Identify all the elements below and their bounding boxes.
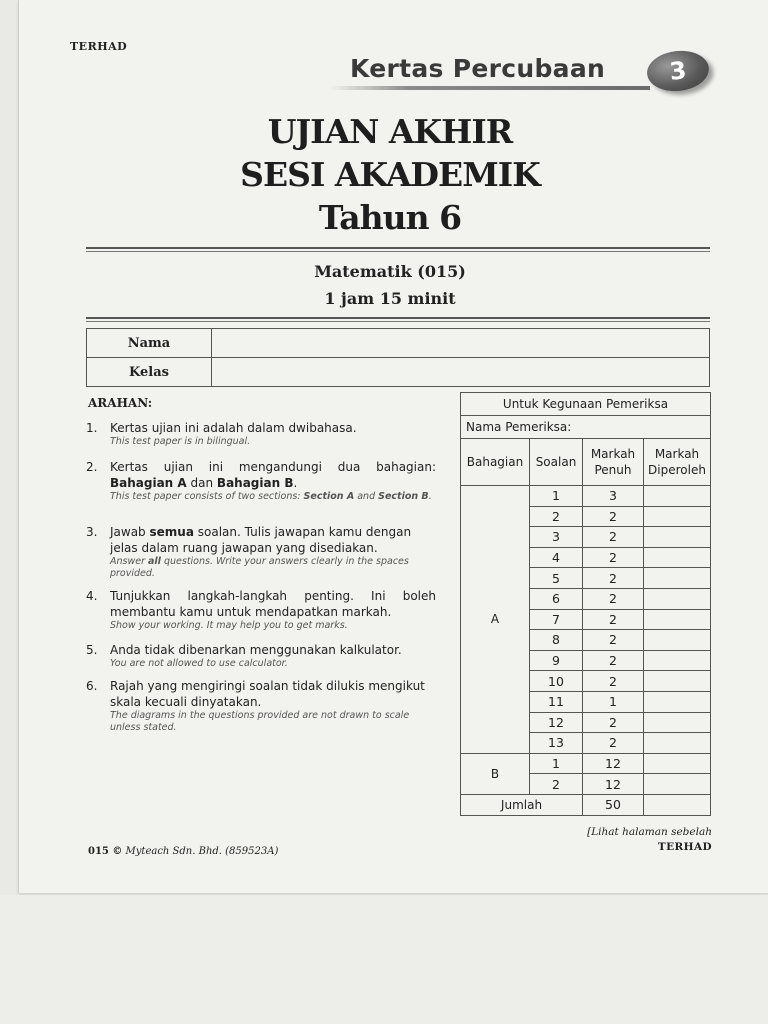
restricted-label: TERHAD (70, 40, 128, 53)
instruction-item (86, 524, 436, 580)
col-full-marks: Markah Penuh (583, 439, 644, 486)
instruction-item (86, 642, 436, 670)
question-number: 5 (530, 568, 583, 589)
instruction-emphasis: semua (149, 525, 194, 539)
restricted-footer: TERHAD (657, 841, 712, 853)
table-row (461, 753, 711, 774)
full-marks: 2 (583, 609, 644, 630)
instruction-english: The diagrams in the questions provided are not drawn to scale unless stated. (110, 710, 410, 733)
instructions-heading: ARAHAN: (88, 396, 153, 410)
instruction-item (86, 588, 436, 632)
examiner-name-label: Nama Pemeriksa: (461, 416, 711, 439)
instruction-english: You are not allowed to use calculator. (110, 658, 288, 669)
full-marks: 2 (583, 547, 644, 568)
marks-obtained-cell[interactable] (644, 486, 711, 507)
question-number: 11 (530, 691, 583, 712)
subject-title: Matematik (015) (314, 262, 466, 281)
full-marks: 2 (583, 588, 644, 609)
question-number: 2 (530, 506, 583, 527)
examiner-table (460, 392, 711, 816)
instruction-english-text: Answer (110, 556, 149, 567)
publisher-name: Myteach Sdn. Bhd. (859523A) (122, 846, 279, 857)
instruction-english-text: . (428, 491, 432, 502)
instruction-number: 3. (86, 525, 98, 539)
publisher-footer (88, 846, 278, 857)
marks-obtained-cell[interactable] (644, 568, 711, 589)
instruction-text: dan (186, 476, 217, 490)
full-marks: 2 (583, 712, 644, 733)
marks-obtained-cell[interactable] (644, 712, 711, 733)
question-number: 8 (530, 630, 583, 651)
instruction-malay: Kertas ujian ini mengandungi dua bahagian: (110, 460, 436, 474)
name-label: Nama (87, 329, 212, 358)
total-label: Jumlah (461, 794, 583, 815)
instruction-text: soalan. Tulis jawapan kamu dengan jelas dalam ruang jawapan yang disediakan. (110, 525, 412, 555)
section-b-cell: B (461, 753, 530, 794)
marks-obtained-cell[interactable] (644, 753, 711, 774)
marks-obtained-cell[interactable] (644, 506, 711, 527)
instruction-malay: Kertas ujian ini adalah dalam dwibahasa. (110, 421, 357, 435)
title-line-1: UJIAN AKHIR (267, 112, 513, 151)
table-row (461, 486, 711, 507)
total-obtained-cell[interactable] (644, 794, 711, 815)
instruction-english (110, 556, 436, 580)
full-marks: 2 (583, 527, 644, 548)
full-marks: 2 (583, 568, 644, 589)
instruction-item (86, 459, 436, 503)
instruction-emphasis: Bahagian A (110, 476, 187, 490)
instruction-english-emphasis: all (148, 556, 161, 567)
instruction-english (110, 491, 436, 503)
question-number: 2 (530, 774, 583, 795)
full-marks: 12 (583, 753, 644, 774)
full-marks: 2 (583, 650, 644, 671)
instruction-english: This test paper is in bilingual. (110, 436, 251, 447)
subject-divider (86, 317, 710, 322)
col-marks-obtained: Markah Diperoleh (644, 439, 711, 486)
marks-obtained-cell[interactable] (644, 774, 711, 795)
instruction-english-text: This test paper consists of two sections: (110, 491, 304, 502)
total-row (461, 794, 711, 815)
full-marks: 12 (583, 774, 644, 795)
instruction-english-text: and (354, 491, 379, 502)
col-section: Bahagian (461, 439, 530, 486)
scan-background (0, 895, 768, 1024)
instruction-number: 4. (86, 589, 98, 603)
question-number: 9 (530, 650, 583, 671)
marks-obtained-cell[interactable] (644, 733, 711, 754)
paper-label-rule (330, 86, 650, 90)
instruction-item (86, 420, 436, 448)
instruction-english-emphasis: Section A (303, 491, 355, 502)
instruction-malay: Tunjukkan langkah-langkah penting. Ini boleh membantu kamu untuk mendapatkan markah. (110, 589, 436, 619)
col-question: Soalan (530, 439, 583, 486)
instruction-number: 6. (86, 679, 98, 693)
class-label: Kelas (87, 358, 212, 387)
instruction-english-text: questions. Write your answers clearly in the spaces provided. (110, 556, 409, 579)
question-number: 6 (530, 588, 583, 609)
question-number: 1 (530, 486, 583, 507)
instruction-number: 1. (86, 421, 98, 435)
title-divider (86, 247, 710, 252)
marks-obtained-cell[interactable] (644, 671, 711, 692)
question-number: 10 (530, 671, 583, 692)
total-full-marks: 50 (583, 794, 644, 815)
examiner-table-title: Untuk Kegunaan Pemeriksa (461, 393, 711, 416)
full-marks: 2 (583, 630, 644, 651)
instruction-english: Show your working. It may help you to get marks. (110, 620, 348, 631)
instruction-number: 2. (86, 460, 98, 474)
marks-obtained-cell[interactable] (644, 588, 711, 609)
paper-code: 015 © (88, 846, 123, 857)
marks-obtained-cell[interactable] (644, 650, 711, 671)
question-number: 13 (530, 733, 583, 754)
question-number: 7 (530, 609, 583, 630)
question-number: 1 (530, 753, 583, 774)
exam-duration: 1 jam 15 minit (324, 289, 456, 308)
name-field[interactable] (212, 329, 710, 358)
instruction-text: Jawab (110, 525, 150, 539)
instruction-text: . (293, 476, 298, 490)
paper-number-badge: 3 (645, 48, 711, 94)
instruction-english-emphasis: Section B (378, 491, 429, 502)
marks-obtained-cell[interactable] (644, 527, 711, 548)
full-marks: 1 (583, 691, 644, 712)
instruction-emphasis: Bahagian B (216, 476, 294, 490)
instruction-malay (110, 525, 411, 555)
question-number: 3 (530, 527, 583, 548)
paper-label: Kertas Percubaan (350, 54, 606, 83)
instruction-number: 5. (86, 643, 98, 657)
question-number: 4 (530, 547, 583, 568)
full-marks: 2 (583, 671, 644, 692)
section-a-cell: A (461, 486, 530, 754)
marks-obtained-cell[interactable] (644, 547, 711, 568)
full-marks: 3 (583, 486, 644, 507)
student-info-table (86, 328, 710, 387)
full-marks: 2 (583, 506, 644, 527)
instruction-item (86, 678, 436, 734)
class-field[interactable] (212, 358, 710, 387)
marks-obtained-cell[interactable] (644, 609, 711, 630)
marks-obtained-cell[interactable] (644, 691, 711, 712)
full-marks: 2 (583, 733, 644, 754)
instruction-malay: Anda tidak dibenarkan menggunakan kalkulator. (110, 643, 402, 657)
title-line-2: SESI AKADEMIK (240, 155, 540, 194)
instruction-malay: Rajah yang mengiringi soalan tidak dilukis mengikut skala kecuali dinyatakan. (110, 679, 425, 709)
title-line-3: Tahun 6 (318, 198, 462, 237)
question-number: 12 (530, 712, 583, 733)
marks-obtained-cell[interactable] (644, 630, 711, 651)
next-page-note: [Lihat halaman sebelah (587, 826, 712, 838)
